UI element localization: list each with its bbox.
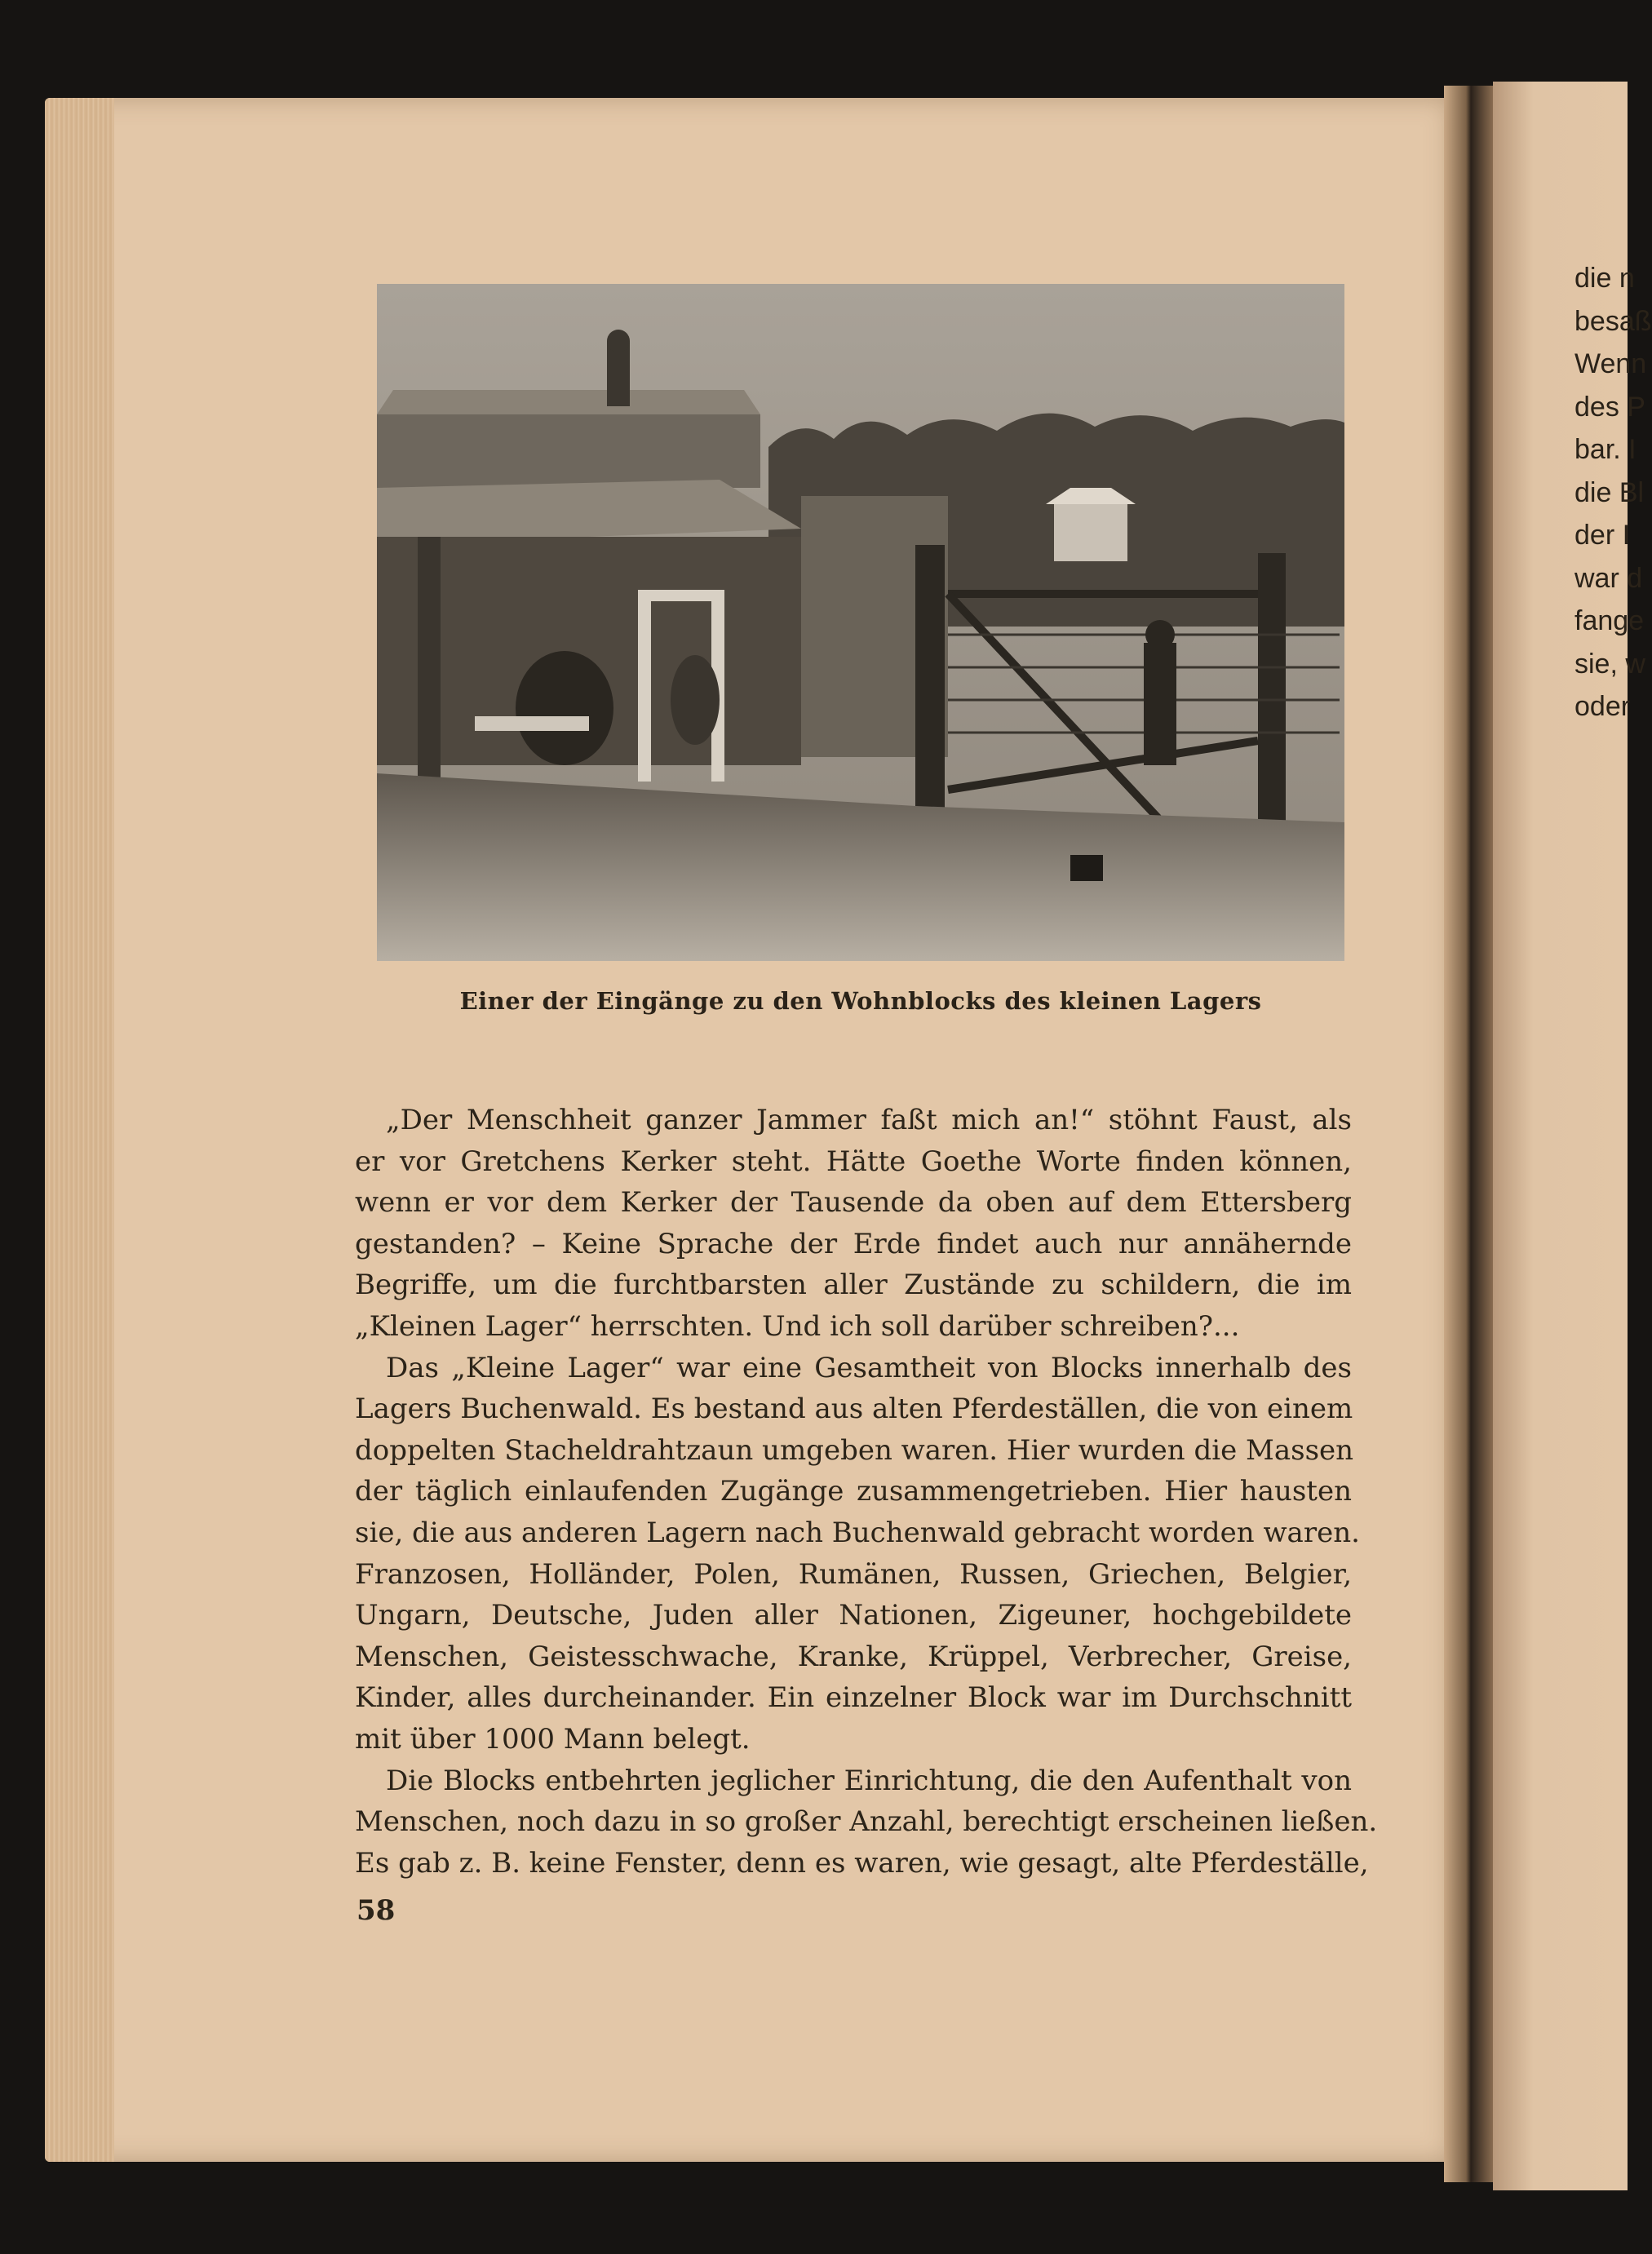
- text-line: „Der Menschheit ganzer Jammer faßt mich an!“ stöhnt Faust, als: [386, 1104, 1352, 1136]
- text-line: Menschen, noch dazu in so großer Anzahl, berechtigt erscheinen ließen.: [355, 1805, 1378, 1839]
- facing-line: die Bl: [1574, 476, 1645, 508]
- text-line: Ungarn, Deutsche, Juden aller Nationen, Zigeuner, hochgebildete: [355, 1599, 1352, 1632]
- facing-line: bar. I: [1574, 434, 1636, 465]
- text-line: wenn er vor dem Kerker der Tausende da oben auf dem Ettersberg: [355, 1186, 1352, 1220]
- text-line: „Kleinen Lager“ herrschten. Und ich soll darüber schreiben?...: [355, 1309, 1240, 1343]
- text-line: der täglich einlaufenden Zugänge zusammengetrieben. Hier hausten: [355, 1475, 1352, 1508]
- facing-line: besaß: [1574, 305, 1652, 337]
- book-gutter: [1444, 86, 1493, 2182]
- text-line: Kinder, alles durcheinander. Ein einzelner Block war im Durchschnitt: [355, 1681, 1352, 1715]
- text-line: gestanden? – Keine Sprache der Erde findet auch nur annähernde: [355, 1227, 1352, 1260]
- facing-line: oder: [1574, 691, 1631, 722]
- text-line: Franzosen, Holländer, Polen, Rumänen, Russen, Griechen, Belgier,: [355, 1557, 1352, 1591]
- text-line: doppelten Stacheldrahtzaun umgeben waren. Hier wurden die Massen: [355, 1433, 1354, 1467]
- facing-line: war d: [1574, 562, 1643, 594]
- figure-caption: Einer der Eingänge zu den Wohnblocks des kleinen Lagers: [459, 987, 1262, 1015]
- text-line: er vor Gretchens Kerker steht. Hätte Goethe Worte finden können,: [355, 1145, 1352, 1178]
- facing-line: der I: [1574, 520, 1631, 551]
- photo-illustration: [377, 284, 1344, 961]
- camp-entrance-photo: [377, 284, 1344, 961]
- text-line: mit über 1000 Mann belegt.: [355, 1722, 751, 1756]
- facing-line: fange: [1574, 605, 1645, 636]
- text-line: Lagers Buchenwald. Es bestand aus alten Pferdeställen, die von einem: [355, 1393, 1353, 1426]
- text-line: Das „Kleine Lager“ war eine Gesamtheit von Blocks innerhalb des: [386, 1351, 1352, 1384]
- text-line: Menschen, Geistesschwache, Kranke, Krüppel, Verbrecher, Greise,: [355, 1640, 1352, 1673]
- text-line: Die Blocks entbehrten jeglicher Einrichtung, die den Aufenthalt von: [386, 1764, 1352, 1797]
- text-line: Es gab z. B. keine Fenster, denn es waren, wie gesagt, alte Pferdeställe,: [355, 1846, 1369, 1880]
- facing-line: die n: [1574, 263, 1635, 294]
- page-number: 58: [357, 1894, 396, 1927]
- text-line: sie, die aus anderen Lagern nach Buchenwald gebracht worden waren.: [355, 1516, 1360, 1549]
- facing-line: Wenn: [1574, 348, 1647, 379]
- facing-line: des P: [1574, 391, 1645, 423]
- facing-line: sie, w: [1574, 648, 1645, 680]
- text-line: Begriffe, um die furchtbarsten aller Zustände zu schildern, die im: [355, 1269, 1352, 1302]
- body-text: [355, 1100, 1378, 1884]
- page-edge: [45, 98, 114, 2162]
- facing-page-text: [1574, 257, 1652, 728]
